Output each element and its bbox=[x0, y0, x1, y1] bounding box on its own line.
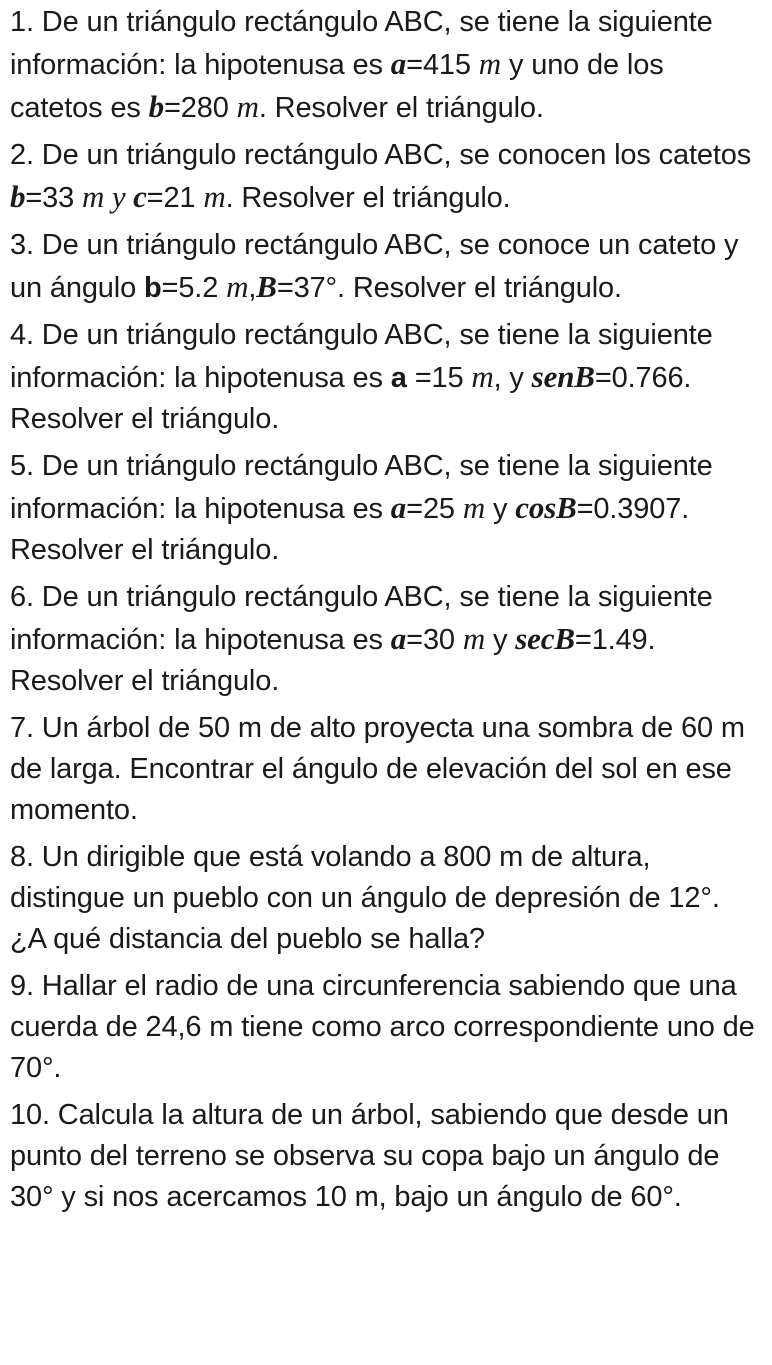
problem-9: 9. Hallar el radio de una circunferencia sabiendo que una cuerda de 24,6 m tiene como arco correspondiente uno de 70°. bbox=[10, 970, 755, 1084]
problem-text: 1. De un triángulo rectángulo ABC, se tiene la siguiente información: la hipotenusa es bbox=[10, 6, 713, 81]
math-unit: m y bbox=[82, 179, 134, 214]
math-unit: m bbox=[462, 490, 486, 525]
math-unit: m bbox=[226, 269, 249, 304]
math-function: cosB bbox=[515, 490, 577, 525]
math-unit: m bbox=[462, 621, 486, 656]
problem-text: =21 bbox=[146, 182, 204, 214]
math-unit: m bbox=[478, 46, 502, 81]
math-variable: c bbox=[133, 179, 147, 214]
problem-5 bbox=[10, 446, 758, 571]
problem-text: . Resolver el triángulo. bbox=[225, 182, 511, 214]
problem-text: 2. De un triángulo rectángulo ABC, se conocen los catetos bbox=[10, 139, 752, 171]
problem-text: =25 bbox=[406, 493, 463, 525]
math-variable: b bbox=[10, 179, 26, 214]
problem-text: =280 bbox=[163, 92, 237, 124]
problem-text: y bbox=[485, 493, 516, 525]
problem-text: =30 bbox=[406, 624, 463, 656]
problem-2 bbox=[10, 135, 758, 219]
problem-text: =33 bbox=[25, 182, 83, 214]
problem-text: 5. De un triángulo rectángulo ABC, se tiene la siguiente información: la hipotenusa es bbox=[10, 450, 713, 525]
problem-text: 4. De un triángulo rectángulo ABC, se tiene la siguiente información: la hipotenusa es bbox=[10, 319, 713, 394]
problem-text: 3. De un triángulo rectángulo ABC, se conoce un cateto y un ángulo bbox=[10, 229, 739, 304]
math-unit: m bbox=[203, 179, 226, 214]
problem-text: =15 bbox=[406, 362, 472, 394]
math-function: senB bbox=[531, 359, 595, 394]
problem-text: =1.49. Resolver el triángulo. bbox=[10, 624, 656, 697]
problem-3 bbox=[10, 225, 758, 309]
problem-text: =37°. Resolver el triángulo. bbox=[276, 272, 622, 304]
math-variable: a bbox=[390, 621, 407, 656]
math-variable: a bbox=[390, 362, 407, 394]
problem-text: , y bbox=[493, 362, 532, 394]
problem-text: =5.2 bbox=[161, 272, 227, 304]
math-variable: a bbox=[390, 490, 407, 525]
problem-8: 8. Un dirigible que está volando a 800 m de altura, distingue un pueblo con un ángulo de depresión de 12°. ¿A qué distancia del pueblo se halla? bbox=[10, 841, 720, 955]
problem-text: y bbox=[485, 624, 516, 656]
problem-6 bbox=[10, 577, 758, 702]
math-function: secB bbox=[515, 621, 575, 656]
problem-7: 7. Un árbol de 50 m de alto proyecta una sombra de 60 m de larga. Encontrar el ángulo de elevación del sol en ese momento. bbox=[10, 712, 745, 826]
problem-text: . Resolver el triángulo. bbox=[258, 92, 544, 124]
math-variable: b bbox=[143, 272, 162, 304]
problem-text: y uno de los catetos es bbox=[10, 49, 664, 124]
problem-4 bbox=[10, 315, 758, 440]
problem-1 bbox=[10, 2, 758, 129]
math-variable: B bbox=[256, 269, 277, 304]
problem-text: =0.3907. Resolver el triángulo. bbox=[10, 493, 690, 566]
problem-text: =0.766. Resolver el triángulo. bbox=[10, 362, 692, 435]
math-unit: m bbox=[471, 359, 494, 394]
math-variable: a bbox=[390, 46, 407, 81]
problem-10: 10. Calcula la altura de un árbol, sabiendo que desde un punto del terreno se observa su copa bajo un ángulo de 30° y si nos acercamos 10 m, bajo un ángulo de 60°. bbox=[10, 1099, 729, 1213]
problem-text: , bbox=[248, 272, 257, 304]
math-variable: b bbox=[148, 89, 164, 124]
problem-text: =415 bbox=[406, 49, 479, 81]
problem-text: 6. De un triángulo rectángulo ABC, se tiene la siguiente información: la hipotenusa es bbox=[10, 581, 713, 656]
math-unit: m bbox=[236, 89, 259, 124]
